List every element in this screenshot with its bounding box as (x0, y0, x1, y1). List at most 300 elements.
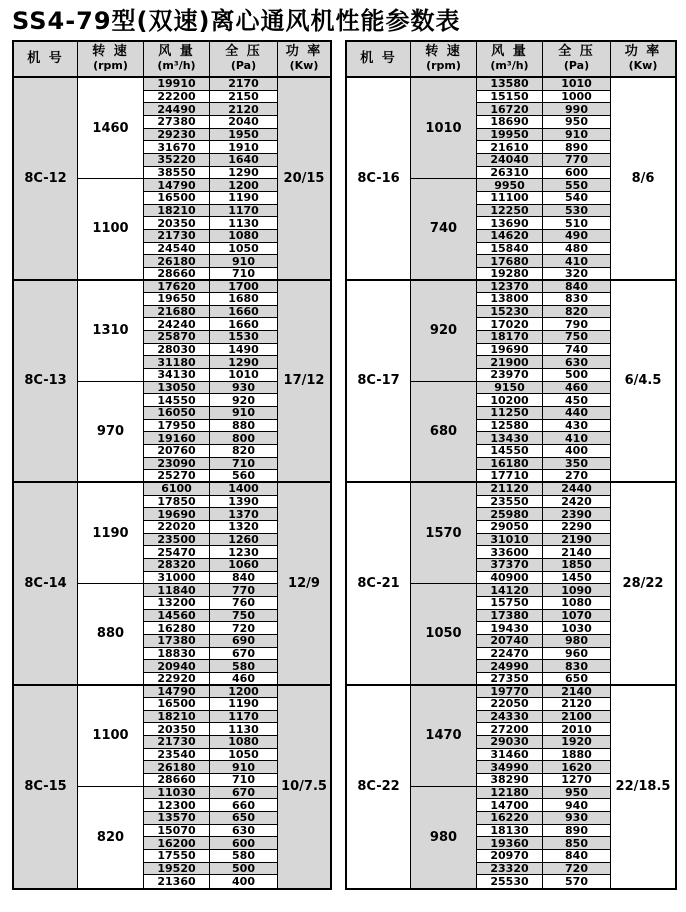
header-speed (411, 42, 477, 78)
header-pressure-label: 全 压 (558, 44, 595, 60)
pressure-value: 710 (210, 458, 278, 471)
rpm-cell: 680 (411, 382, 477, 483)
flow-value: 13430 (477, 432, 543, 445)
pressure-value: 1660 (210, 306, 278, 319)
flow-value: 13050 (144, 382, 210, 395)
flow-value: 20760 (144, 445, 210, 458)
pressure-value: 400 (543, 445, 611, 458)
header-pressure (210, 42, 278, 78)
pressure-value: 1090 (543, 584, 611, 597)
pressure-value: 430 (543, 420, 611, 433)
rpm-cell: 1310 (78, 281, 144, 382)
flow-value: 24990 (477, 660, 543, 673)
pressure-value: 1270 (543, 774, 611, 787)
flow-value: 14120 (477, 584, 543, 597)
fan-table-right (345, 40, 677, 890)
flow-value: 33600 (477, 546, 543, 559)
rpm-cell: 1100 (78, 686, 144, 787)
pressure-value: 1230 (210, 546, 278, 559)
pressure-value: 1680 (210, 293, 278, 306)
page-title: SS4-79型(双速)离心通风机性能参数表 (12, 7, 461, 35)
flow-value: 29050 (477, 521, 543, 534)
pressure-value: 1290 (210, 167, 278, 180)
flow-value: 31180 (144, 356, 210, 369)
flow-value: 16500 (144, 192, 210, 205)
flow-value: 34130 (144, 369, 210, 382)
rpm-cell: 1470 (411, 686, 477, 787)
model-cell: 8C-15 (14, 686, 78, 889)
pressure-value: 840 (543, 281, 611, 294)
flow-value: 27350 (477, 673, 543, 686)
pressure-value: 980 (543, 635, 611, 648)
flow-value: 25870 (144, 331, 210, 344)
model-cell: 8C-17 (347, 281, 411, 484)
flow-value: 25530 (477, 875, 543, 888)
flow-value: 18830 (144, 648, 210, 661)
header-speed-label: 转 速 (92, 44, 129, 60)
flow-value: 31670 (144, 141, 210, 154)
pressure-value: 2120 (543, 698, 611, 711)
pressure-value: 820 (210, 445, 278, 458)
header-power-label: 功 率 (624, 44, 662, 60)
pressure-value: 670 (210, 648, 278, 661)
rpm-cell: 980 (411, 787, 477, 888)
flow-value: 17380 (477, 610, 543, 623)
flow-value: 16220 (477, 812, 543, 825)
flow-value: 35220 (144, 154, 210, 167)
pressure-value: 1530 (210, 331, 278, 344)
flow-value: 26180 (144, 255, 210, 268)
flow-value: 13200 (144, 597, 210, 610)
pressure-value: 2040 (210, 116, 278, 129)
pressure-value: 1050 (210, 749, 278, 762)
pressure-value: 1620 (543, 761, 611, 774)
flow-value: 9150 (477, 382, 543, 395)
flow-value: 29230 (144, 129, 210, 142)
model-cell: 8C-22 (347, 686, 411, 889)
pressure-value: 910 (210, 761, 278, 774)
flow-value: 16500 (144, 698, 210, 711)
pressure-value: 2100 (543, 711, 611, 724)
flow-value: 24540 (144, 243, 210, 256)
pressure-value: 500 (210, 863, 278, 876)
pressure-value: 1050 (210, 243, 278, 256)
pressure-value: 2390 (543, 508, 611, 521)
flow-value: 23090 (144, 458, 210, 471)
pressure-value: 1850 (543, 559, 611, 572)
pressure-value: 1190 (210, 698, 278, 711)
flow-value: 17550 (144, 850, 210, 863)
power-cell: 10/7.5 (278, 686, 330, 889)
flow-value: 16050 (144, 407, 210, 420)
rpm-cell: 880 (78, 584, 144, 685)
power-cell: 12/9 (278, 483, 330, 686)
flow-value: 19650 (144, 293, 210, 306)
header-flow-label: 风 量 (491, 44, 528, 60)
pressure-value: 910 (210, 407, 278, 420)
power-cell: 22/18.5 (615, 779, 671, 795)
pressure-value: 1170 (210, 205, 278, 218)
header-power (278, 42, 330, 78)
power-cell: 8/6 (611, 78, 675, 281)
power-cell: 28/22 (611, 483, 675, 686)
flow-value: 9950 (477, 179, 543, 192)
flow-value: 26180 (144, 761, 210, 774)
pressure-value: 550 (543, 179, 611, 192)
flow-value: 21360 (144, 875, 210, 888)
pressure-value: 770 (543, 154, 611, 167)
pressure-value: 890 (543, 141, 611, 154)
flow-value: 22020 (144, 521, 210, 534)
rpm-cell: 920 (411, 281, 477, 382)
flow-value: 19950 (477, 129, 543, 142)
pressure-value: 350 (543, 458, 611, 471)
flow-value: 20940 (144, 660, 210, 673)
flow-value: 14700 (477, 799, 543, 812)
header-pressure-unit: (Pa) (563, 59, 590, 73)
header-speed-unit: (rpm) (426, 59, 461, 73)
pressure-value: 1070 (543, 610, 611, 623)
pressure-value: 820 (543, 306, 611, 319)
pressure-value: 750 (543, 331, 611, 344)
flow-value: 24330 (477, 711, 543, 724)
pressure-value: 1200 (210, 686, 278, 699)
pressure-value: 1290 (210, 356, 278, 369)
pressure-value: 1490 (210, 344, 278, 357)
header-speed-unit: (rpm) (93, 59, 128, 73)
header-power-unit: (Kw) (628, 59, 658, 73)
flow-value: 19430 (477, 622, 543, 635)
flow-value: 24240 (144, 318, 210, 331)
flow-value: 31460 (477, 749, 543, 762)
pressure-value: 1370 (210, 508, 278, 521)
flow-value: 25980 (477, 508, 543, 521)
flow-value: 17020 (477, 318, 543, 331)
pressure-value: 580 (210, 850, 278, 863)
flow-value: 22470 (477, 648, 543, 661)
rpm-cell: 970 (78, 382, 144, 483)
pressure-value: 1130 (210, 217, 278, 230)
flow-value: 21730 (144, 230, 210, 243)
flow-value: 26310 (477, 167, 543, 180)
pressure-value: 650 (210, 812, 278, 825)
pressure-value: 830 (543, 660, 611, 673)
flow-value: 21610 (477, 141, 543, 154)
pressure-value: 1910 (210, 141, 278, 154)
pressure-value: 600 (543, 167, 611, 180)
pressure-value: 2290 (543, 521, 611, 534)
pressure-value: 1400 (210, 483, 278, 496)
pressure-value: 750 (210, 610, 278, 623)
flow-value: 14620 (477, 230, 543, 243)
flow-value: 13570 (144, 812, 210, 825)
flow-value: 19690 (144, 508, 210, 521)
header-flow (144, 42, 210, 78)
flow-value: 20970 (477, 850, 543, 863)
header-model (14, 42, 78, 78)
flow-value: 22920 (144, 673, 210, 686)
pressure-value: 1920 (543, 736, 611, 749)
pressure-value: 710 (210, 268, 278, 281)
pressure-value: 1170 (210, 711, 278, 724)
pressure-value: 880 (210, 420, 278, 433)
flow-value: 11840 (144, 584, 210, 597)
flow-value: 18210 (144, 711, 210, 724)
flow-value: 20350 (144, 723, 210, 736)
pressure-value: 770 (210, 584, 278, 597)
pressure-value: 500 (543, 369, 611, 382)
flow-value: 31010 (477, 534, 543, 547)
pressure-value: 950 (543, 787, 611, 800)
flow-value: 20350 (144, 217, 210, 230)
pressure-value: 910 (543, 129, 611, 142)
pressure-value: 460 (210, 673, 278, 686)
rpm-cell: 1460 (78, 78, 144, 179)
pressure-value: 920 (210, 394, 278, 407)
flow-value: 28660 (144, 268, 210, 281)
flow-value: 20740 (477, 635, 543, 648)
header-pressure (543, 42, 611, 78)
flow-value: 29030 (477, 736, 543, 749)
pressure-value: 930 (210, 382, 278, 395)
flow-value: 23970 (477, 369, 543, 382)
flow-value: 21730 (144, 736, 210, 749)
header-flow-unit: (m³/h) (157, 59, 196, 73)
pressure-value: 490 (543, 230, 611, 243)
flow-value: 14790 (144, 686, 210, 699)
flow-value: 23550 (477, 496, 543, 509)
header-speed (78, 42, 144, 78)
flow-value: 17620 (144, 281, 210, 294)
pressure-value: 1080 (210, 736, 278, 749)
flow-value: 23500 (144, 534, 210, 547)
flow-value: 16720 (477, 103, 543, 116)
pressure-value: 480 (543, 243, 611, 256)
flow-value: 21680 (144, 306, 210, 319)
pressure-value: 630 (543, 356, 611, 369)
header-pressure-unit: (Pa) (230, 59, 257, 73)
pressure-value: 940 (543, 799, 611, 812)
pressure-value: 1080 (543, 597, 611, 610)
pressure-value: 760 (210, 597, 278, 610)
pressure-value: 1010 (543, 78, 611, 91)
flow-value: 15150 (477, 91, 543, 104)
rpm-cell: 1050 (411, 584, 477, 685)
pressure-value: 840 (210, 572, 278, 585)
flow-value: 28320 (144, 559, 210, 572)
flow-value: 11250 (477, 407, 543, 420)
pressure-value: 2170 (210, 78, 278, 91)
flow-value: 28660 (144, 774, 210, 787)
flow-value: 17680 (477, 255, 543, 268)
pressure-value: 890 (543, 825, 611, 838)
pressure-value: 1880 (543, 749, 611, 762)
pressure-value: 2140 (543, 546, 611, 559)
header-model-label: 机 号 (360, 50, 397, 66)
flow-value: 14560 (144, 610, 210, 623)
header-model (347, 42, 411, 78)
header-power (611, 42, 675, 78)
flow-value: 18130 (477, 825, 543, 838)
pressure-value: 510 (543, 217, 611, 230)
model-cell: 8C-14 (14, 483, 78, 686)
flow-value: 15070 (144, 825, 210, 838)
pressure-value: 1640 (210, 154, 278, 167)
flow-value: 21900 (477, 356, 543, 369)
pressure-value: 670 (210, 787, 278, 800)
pressure-value: 270 (543, 470, 611, 483)
flow-value: 13800 (477, 293, 543, 306)
pressure-value: 2420 (543, 496, 611, 509)
pressure-value: 1700 (210, 281, 278, 294)
flow-value: 15230 (477, 306, 543, 319)
header-flow-unit: (m³/h) (490, 59, 529, 73)
flow-value: 27200 (477, 723, 543, 736)
flow-value: 11100 (477, 192, 543, 205)
header-pressure-label: 全 压 (225, 44, 262, 60)
flow-value: 13690 (477, 217, 543, 230)
flow-value: 12300 (144, 799, 210, 812)
flow-value: 38290 (477, 774, 543, 787)
pressure-value: 2440 (543, 483, 611, 496)
flow-value: 10200 (477, 394, 543, 407)
flow-value: 16200 (144, 837, 210, 850)
flow-value: 14550 (144, 394, 210, 407)
pressure-value: 1320 (210, 521, 278, 534)
flow-value: 19160 (144, 432, 210, 445)
flow-value: 34990 (477, 761, 543, 774)
flow-value: 19690 (477, 344, 543, 357)
pressure-value: 720 (543, 863, 611, 876)
flow-value: 24490 (144, 103, 210, 116)
power-cell: 20/15 (278, 78, 330, 281)
flow-value: 12250 (477, 205, 543, 218)
flow-value: 22200 (144, 91, 210, 104)
pressure-value: 800 (210, 432, 278, 445)
model-cell: 8C-21 (347, 483, 411, 686)
flow-value: 14550 (477, 445, 543, 458)
flow-value: 37370 (477, 559, 543, 572)
header-power-unit: (Kw) (289, 59, 319, 73)
pressure-value: 630 (210, 825, 278, 838)
rpm-cell: 820 (78, 787, 144, 888)
header-flow (477, 42, 543, 78)
pressure-value: 600 (210, 837, 278, 850)
pressure-value: 650 (543, 673, 611, 686)
pressure-value: 1450 (543, 572, 611, 585)
rpm-cell: 1190 (78, 483, 144, 584)
pressure-value: 690 (210, 635, 278, 648)
pressure-value: 1060 (210, 559, 278, 572)
pressure-value: 320 (543, 268, 611, 281)
fan-table-left (12, 40, 332, 890)
flow-value: 27380 (144, 116, 210, 129)
flow-value: 19520 (144, 863, 210, 876)
rpm-cell: 740 (411, 179, 477, 280)
flow-value: 18690 (477, 116, 543, 129)
pressure-value: 1030 (543, 622, 611, 635)
pressure-value: 410 (543, 255, 611, 268)
power-cell: 6/4.5 (611, 281, 675, 484)
flow-value: 21120 (477, 483, 543, 496)
pressure-value: 530 (543, 205, 611, 218)
flow-value: 40900 (477, 572, 543, 585)
flow-value: 13580 (477, 78, 543, 91)
flow-value: 12180 (477, 787, 543, 800)
pressure-value: 1000 (543, 91, 611, 104)
pressure-value: 580 (210, 660, 278, 673)
pressure-value: 830 (543, 293, 611, 306)
pressure-value: 710 (210, 774, 278, 787)
flow-value: 19280 (477, 268, 543, 281)
flow-value: 28030 (144, 344, 210, 357)
flow-value: 15750 (477, 597, 543, 610)
flow-value: 18210 (144, 205, 210, 218)
flow-value: 19770 (477, 686, 543, 699)
pressure-value: 400 (210, 875, 278, 888)
pressure-value: 450 (543, 394, 611, 407)
pressure-value: 410 (543, 432, 611, 445)
flow-value: 17710 (477, 470, 543, 483)
rpm-cell: 1570 (411, 483, 477, 584)
pressure-value: 440 (543, 407, 611, 420)
flow-value: 23320 (477, 863, 543, 876)
model-cell: 8C-16 (347, 78, 411, 281)
rpm-cell: 1010 (411, 78, 477, 179)
pressure-value: 1130 (210, 723, 278, 736)
header-model-label: 机 号 (27, 50, 64, 66)
flow-value: 25470 (144, 546, 210, 559)
flow-value: 24040 (477, 154, 543, 167)
pressure-value: 740 (543, 344, 611, 357)
flow-value: 6100 (144, 483, 210, 496)
flow-value: 23540 (144, 749, 210, 762)
flow-value: 19360 (477, 837, 543, 850)
flow-value: 14790 (144, 179, 210, 192)
pressure-value: 570 (543, 875, 611, 888)
flow-value: 16180 (477, 458, 543, 471)
pressure-value: 910 (210, 255, 278, 268)
rpm-cell: 1100 (78, 179, 144, 280)
header-speed-label: 转 速 (425, 44, 462, 60)
pressure-value: 1390 (210, 496, 278, 509)
pressure-value: 720 (210, 622, 278, 635)
flow-value: 16280 (144, 622, 210, 635)
pressure-value: 1660 (210, 318, 278, 331)
pressure-value: 840 (543, 850, 611, 863)
pressure-value: 2150 (210, 91, 278, 104)
pressure-value: 2010 (543, 723, 611, 736)
pressure-value: 560 (210, 470, 278, 483)
flow-value: 19910 (144, 78, 210, 91)
pressure-value: 790 (543, 318, 611, 331)
pressure-value: 1260 (210, 534, 278, 547)
flow-value: 12580 (477, 420, 543, 433)
flow-value: 17950 (144, 420, 210, 433)
flow-value: 22050 (477, 698, 543, 711)
flow-value: 38550 (144, 167, 210, 180)
pressure-value: 1080 (210, 230, 278, 243)
pressure-value: 460 (543, 382, 611, 395)
pressure-value: 2190 (543, 534, 611, 547)
pressure-value: 1200 (210, 179, 278, 192)
pressure-value: 1190 (210, 192, 278, 205)
power-cell: 17/12 (278, 281, 330, 484)
flow-value: 15840 (477, 243, 543, 256)
model-cell: 8C-12 (14, 78, 78, 281)
flow-value: 25270 (144, 470, 210, 483)
pressure-value: 1010 (210, 369, 278, 382)
